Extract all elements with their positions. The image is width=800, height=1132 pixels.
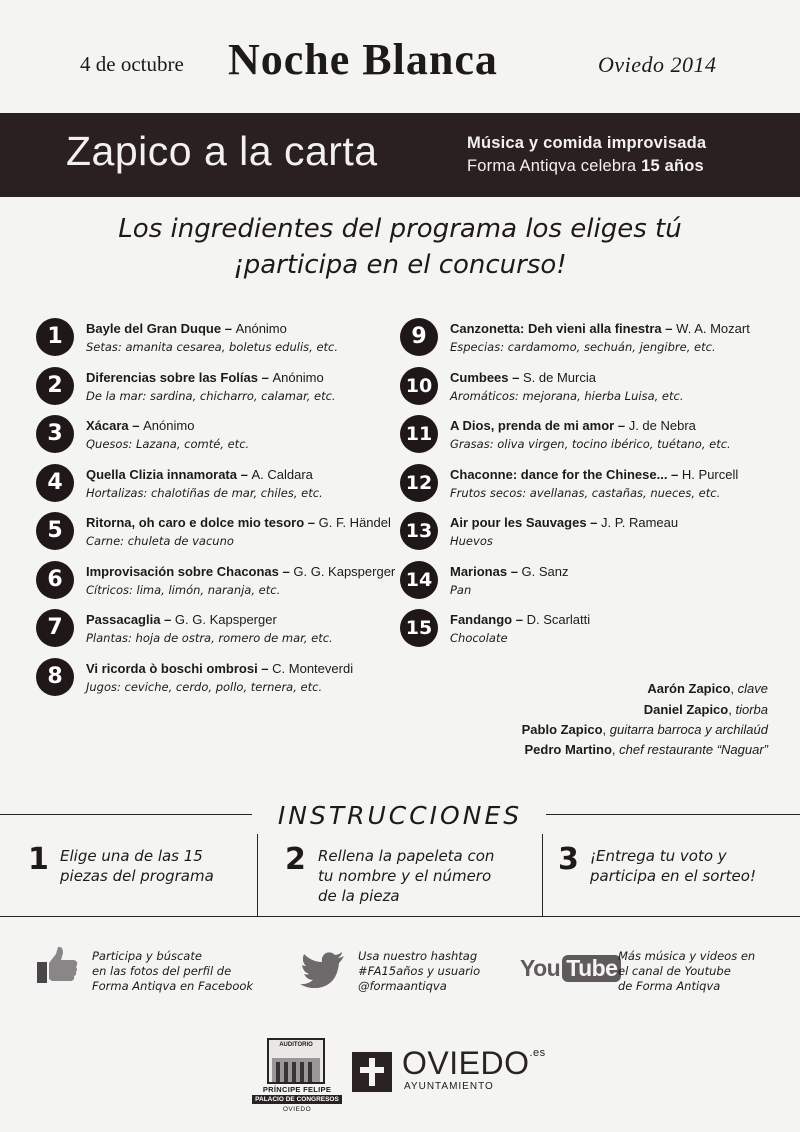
- step-text: Rellena la papeleta con tu nombre y el número de la pieza: [318, 847, 495, 905]
- piece-title: Canzonetta: Deh vieni alla finestra: [450, 321, 662, 336]
- youtube-logo: You Tube: [520, 955, 621, 982]
- piece-title: Vi ricorda ò boschi ombrosi: [86, 660, 258, 676]
- composer: J. P. Rameau: [601, 515, 679, 530]
- programme-number: 4: [36, 464, 74, 502]
- youtube-text: Más música y videos en el canal de Youtube de Forma Antiqva: [618, 949, 756, 993]
- piece-title: Quella Clizia innamorata: [86, 466, 237, 482]
- tagline-line-2: ¡participa en el concurso!: [233, 250, 567, 280]
- credit-line: Daniel Zapico, tiorba: [643, 702, 768, 717]
- piece-title: Fandango: [450, 612, 513, 627]
- piece-title: Chaconne: dance for the Chinese...: [450, 466, 668, 482]
- programme-piece-line: Marionas – G. Sanz: [450, 563, 569, 579]
- piece-title: A Dios, prenda de mi amor: [450, 418, 615, 433]
- programme-number: 2: [36, 367, 74, 405]
- ingredients: Chocolate: [450, 631, 508, 645]
- composer: A. Caldara: [251, 466, 313, 482]
- programme-piece-line: Vi ricorda ò boschi ombrosi – C. Monteverdi: [86, 660, 354, 676]
- programme-piece-line: Xácara – Anónimo: [86, 418, 195, 433]
- ingredients: Cítricos: lima, limón, naranja, etc.: [86, 582, 281, 597]
- programme-number: 14: [400, 561, 438, 599]
- ingredients: Grasas: oliva virgen, tocino ibérico, tuétano, etc.: [450, 437, 731, 451]
- ingredients: Jugos: ceviche, cerdo, pollo, ternera, etc.: [86, 679, 323, 694]
- ingredients: Hortalizas: chalotiñas de mar, chiles, etc.: [86, 485, 323, 500]
- programme-piece-line: Air pour les Sauvages – J. P. Rameau: [450, 515, 679, 530]
- divider: [0, 916, 800, 917]
- programme-item: [400, 415, 760, 461]
- programme-number: 15: [400, 609, 438, 647]
- programme-piece-line: Diferencias sobre las Folías – Anónimo: [86, 369, 324, 385]
- divider: [257, 834, 258, 916]
- ingredients: Quesos: Lazana, comté, etc.: [86, 437, 250, 451]
- ingredients: Carne: chuleta de vacuno: [86, 534, 234, 548]
- ingredients: Setas: amanita cesarea, boletus edulis, etc.: [86, 340, 339, 354]
- programme-item: [400, 367, 760, 413]
- step-number: 3: [558, 842, 579, 877]
- ingredients: Huevos: [450, 534, 493, 548]
- piece-title: Passacaglia: [86, 612, 161, 627]
- programme-number: 12: [400, 464, 438, 502]
- divider: [542, 834, 543, 916]
- programme-number: 6: [36, 561, 74, 599]
- programme-item: [36, 512, 396, 558]
- piece-title: Improvisación sobre Chaconas: [86, 563, 279, 579]
- cross-icon: [352, 1052, 392, 1092]
- composer: W. A. Mozart: [676, 321, 750, 336]
- programme-piece-line: Cumbees – S. de Murcia: [450, 369, 596, 385]
- piece-title: Marionas: [450, 563, 508, 579]
- ingredients: Frutos secos: avellanas, castañas, nueces, etc.: [450, 485, 721, 500]
- anniversary-years: 15 años: [641, 157, 704, 175]
- composer: D. Scarlatti: [526, 612, 591, 627]
- credit-line: Aarón Zapico, clave: [647, 681, 768, 696]
- instructions-title: INSTRUCCIONES: [277, 801, 523, 830]
- programme-item: [36, 464, 396, 510]
- programme-number: 9: [400, 318, 438, 356]
- composer: G. Sanz: [521, 563, 569, 579]
- composer: G. G. Kapsperger: [293, 563, 396, 579]
- ingredients: Especias: cardamomo, sechuán, jengibre, etc.: [450, 340, 716, 354]
- credit-line: Pedro Martino, chef restaurante “Naguar”: [524, 742, 768, 757]
- auditorio-logo: AUDITORIO PRÍNCIPE FELIPE PALACIO DE CONGRESOS OVIEDO: [250, 1038, 344, 1116]
- programme-item: [36, 609, 396, 655]
- anniversary-line: Forma Antiqva celebra 15 años: [467, 157, 704, 175]
- piece-title: Air pour les Sauvages: [450, 515, 587, 530]
- ingredients: Pan: [450, 582, 472, 597]
- programme-piece-line: Bayle del Gran Duque – Anónimo: [86, 321, 287, 336]
- programme-number: 8: [36, 658, 74, 696]
- piece-title: Ritorna, oh caro e dolce mio tesoro: [86, 515, 305, 530]
- programme-number: 3: [36, 415, 74, 453]
- piece-title: Cumbees: [450, 369, 509, 385]
- facebook-text: Participa y búscate en las fotos del perfil de Forma Antiqva en Facebook: [92, 949, 254, 993]
- programme-item: [36, 318, 396, 364]
- programme-piece-line: Fandango – D. Scarlatti: [450, 612, 591, 627]
- oviedo-coat-of-arms: [352, 1052, 392, 1092]
- programme-item: [400, 318, 760, 364]
- programme-piece-line: Passacaglia – G. G. Kapsperger: [86, 612, 277, 627]
- programme-number: 10: [400, 367, 438, 405]
- programme-item: [36, 415, 396, 461]
- step-text: Elige una de las 15 piezas del programa: [60, 847, 214, 885]
- twitter-text: Usa nuestro hashtag #FA15años y usuario @formaantiqva: [358, 949, 481, 993]
- ingredients: Plantas: hoja de ostra, romero de mar, etc.: [86, 631, 333, 645]
- composer: C. Monteverdi: [272, 660, 354, 676]
- concert-title: Zapico a la carta: [66, 128, 378, 174]
- piece-title: Diferencias sobre las Folías: [86, 369, 258, 385]
- step-text: ¡Entrega tu voto y participa en el sorteo!: [590, 847, 756, 885]
- tagline-line-1: Los ingredientes del programa los eliges tú: [118, 214, 682, 244]
- programme-item: [400, 561, 760, 607]
- oviedo-wordmark: $OVIEDO^{.es}$: [402, 1045, 546, 1081]
- programme-piece-line: Ritorna, oh caro e dolce mio tesoro – G. F. Händel: [86, 515, 391, 530]
- programme-item: [36, 658, 396, 704]
- programme-number: 11: [400, 415, 438, 453]
- programme-item: [400, 512, 760, 558]
- piece-title: Bayle del Gran Duque: [86, 321, 222, 336]
- ingredients: De la mar: sardina, chicharro, calamar, etc.: [86, 388, 336, 403]
- programme-item: [400, 464, 760, 510]
- event-city-year: Oviedo 2014: [598, 52, 717, 77]
- composer: S. de Murcia: [523, 369, 596, 385]
- step-number: 2: [285, 842, 306, 877]
- step-number: 1: [28, 842, 49, 877]
- thumbs-up-icon: [36, 945, 80, 985]
- programme-number: 7: [36, 609, 74, 647]
- building-icon: [272, 1052, 320, 1082]
- piece-title: Xácara: [86, 418, 129, 433]
- composer: Anónimo: [272, 369, 324, 385]
- twitter-bird-icon: [300, 952, 346, 988]
- composer: Anónimo: [235, 321, 287, 336]
- programme-item: [400, 609, 760, 655]
- composer: J. de Nebra: [628, 418, 696, 433]
- programme-number: 13: [400, 512, 438, 550]
- composer: Anónimo: [143, 418, 195, 433]
- programme-number: 5: [36, 512, 74, 550]
- composer: G. F. Händel: [318, 515, 391, 530]
- programme-piece-line: Improvisación sobre Chaconas – G. G. Kapsperger: [86, 563, 396, 579]
- programme-number: 1: [36, 318, 74, 356]
- composer: H. Purcell: [681, 466, 739, 482]
- programme-item: [36, 367, 396, 413]
- programme-piece-line: Canzonetta: Deh vieni alla finestra – W. A. Mozart: [450, 321, 750, 336]
- ingredients: Aromáticos: mejorana, hierba Luisa, etc.: [450, 388, 684, 403]
- ayuntamiento-label: AYUNTAMIENTO: [404, 1081, 494, 1092]
- programme-piece-line: Quella Clizia innamorata – A. Caldara: [86, 466, 313, 482]
- event-title: Noche Blanca: [228, 35, 498, 84]
- composer: G. G. Kapsperger: [174, 612, 277, 627]
- programme-piece-line: Chaconne: dance for the Chinese... – H. Purcell: [450, 466, 739, 482]
- event-date: 4 de octubre: [80, 52, 184, 76]
- programme-piece-line: A Dios, prenda de mi amor – J. de Nebra: [450, 418, 696, 433]
- programme-item: [36, 561, 396, 607]
- concert-subtitle: Música y comida improvisada: [467, 134, 707, 152]
- credit-line: Pablo Zapico, guitarra barroca y archilaúd: [521, 722, 768, 737]
